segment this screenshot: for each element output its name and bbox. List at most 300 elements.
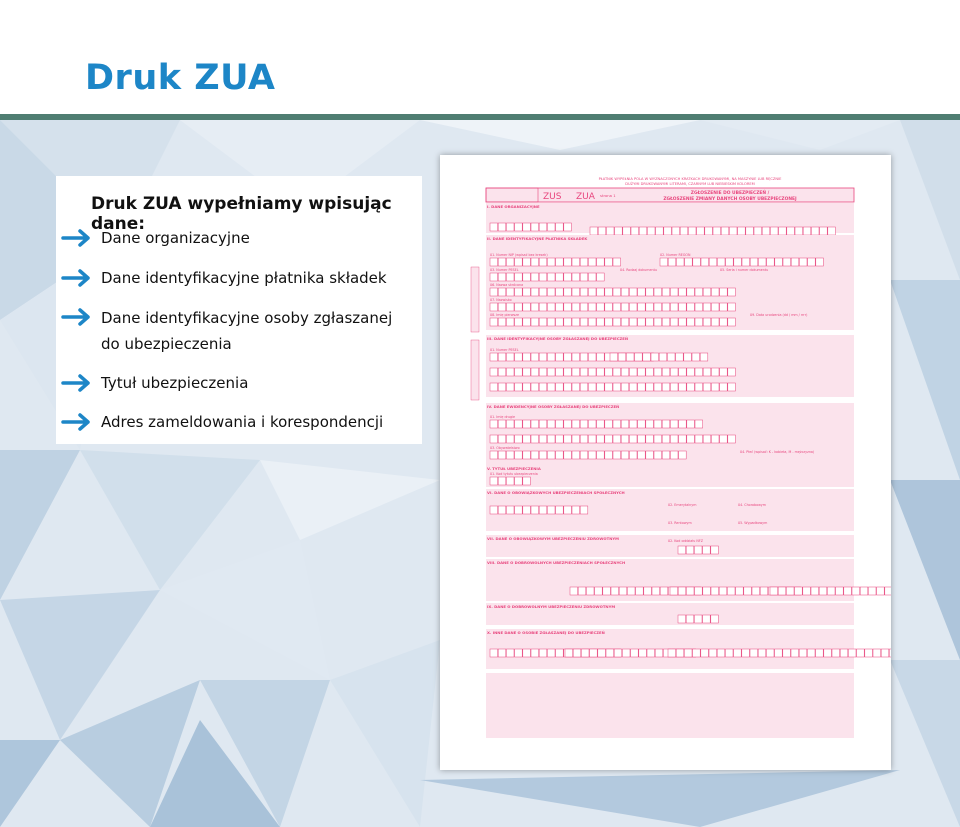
zua-form-document <box>440 155 891 770</box>
form-cell <box>580 303 588 311</box>
form-cell <box>523 451 531 459</box>
form-cell <box>832 649 840 657</box>
form-cell <box>621 303 629 311</box>
form-cell <box>498 303 506 311</box>
form-cell <box>803 227 811 235</box>
form-cell <box>515 288 523 296</box>
form-cell <box>638 383 646 391</box>
form-cell <box>728 435 736 443</box>
form-cell <box>556 303 564 311</box>
form-cell <box>643 353 651 361</box>
form-cell <box>498 477 506 485</box>
form-cell <box>490 288 498 296</box>
form-cell <box>662 451 670 459</box>
form-field-label: 06. Nazwa skrócona <box>490 283 524 287</box>
form-cell <box>506 223 514 231</box>
form-cell <box>580 506 588 514</box>
form-cell <box>621 435 629 443</box>
form-cell <box>605 288 613 296</box>
form-cell <box>703 546 711 554</box>
form-cell <box>498 318 506 326</box>
form-section-label: II. DANE IDENTYFIKACYJNE PŁATNIKA SKŁADEK <box>487 236 588 241</box>
form-cell <box>523 303 531 311</box>
form-cell <box>662 368 670 376</box>
form-cell <box>728 318 736 326</box>
form-cell <box>515 318 523 326</box>
form-cell <box>687 435 695 443</box>
form-cell <box>556 223 564 231</box>
form-cell <box>700 353 708 361</box>
form-cell <box>515 435 523 443</box>
form-cell <box>523 435 531 443</box>
form-cell <box>565 649 573 657</box>
form-cell <box>687 303 695 311</box>
form-cell <box>531 258 539 266</box>
form-cell <box>816 258 824 266</box>
form-cell <box>523 223 531 231</box>
form-cell <box>531 318 539 326</box>
form-cell <box>660 258 668 266</box>
form-field-label: 02. Emerytalnym <box>668 503 697 507</box>
form-cell <box>646 288 654 296</box>
form-cell <box>662 303 670 311</box>
form-cell <box>572 506 580 514</box>
form-cell <box>572 420 580 428</box>
form-field-label: 04. Chorobowym <box>738 503 766 507</box>
form-cell <box>539 303 547 311</box>
form-cell <box>693 649 701 657</box>
form-cell <box>618 353 626 361</box>
form-cell <box>564 435 572 443</box>
form-cell <box>627 587 635 595</box>
form-cell <box>564 420 572 428</box>
form-cell <box>728 303 736 311</box>
form-cell <box>679 383 687 391</box>
form-cell <box>679 288 687 296</box>
form-field-label: 05. Seria i numer dokumentu <box>720 268 769 272</box>
form-cell <box>692 353 700 361</box>
form-cell <box>720 288 728 296</box>
form-cell <box>676 649 684 657</box>
form-cell <box>728 368 736 376</box>
form-cell <box>827 587 835 595</box>
form-cell <box>795 587 803 595</box>
form-cell <box>539 258 547 266</box>
form-cell <box>506 435 514 443</box>
form-field-label: 02. Kod oddziału NFZ <box>668 539 704 543</box>
form-cell <box>803 587 811 595</box>
form-cell <box>531 420 539 428</box>
form-cell <box>629 368 637 376</box>
form-cell <box>619 587 627 595</box>
form-cell <box>697 227 705 235</box>
form-cell <box>684 353 692 361</box>
form-cell <box>799 649 807 657</box>
form-cell <box>498 506 506 514</box>
form-cell <box>613 420 621 428</box>
form-cell <box>590 227 598 235</box>
form-cell <box>676 353 684 361</box>
form-cell <box>597 273 605 281</box>
form-cell <box>646 420 654 428</box>
form-cell <box>679 451 687 459</box>
form-cell <box>734 649 742 657</box>
form-cell <box>613 435 621 443</box>
form-header-note: DUŻYMI DRUKOWANYMI LITERAMI, CZARNYM LUB NIEBIESKIM KOLOREM <box>625 182 755 186</box>
form-cell <box>629 435 637 443</box>
form-cell <box>695 435 703 443</box>
form-cell <box>680 227 688 235</box>
form-cell <box>670 318 678 326</box>
form-cell <box>531 288 539 296</box>
form-cell <box>687 288 695 296</box>
form-field-label: 04. Rodzaj dokumentu <box>620 268 657 272</box>
form-cell <box>613 368 621 376</box>
page-title: Druk ZUA <box>85 58 276 98</box>
info-card <box>56 176 422 444</box>
form-cell <box>654 368 662 376</box>
form-cell <box>490 223 498 231</box>
form-cell <box>606 649 614 657</box>
form-cell <box>877 587 885 595</box>
form-cell <box>626 353 634 361</box>
form-cell <box>498 353 506 361</box>
form-cell <box>654 383 662 391</box>
form-cell <box>660 587 668 595</box>
form-cell <box>580 318 588 326</box>
form-cell <box>717 649 725 657</box>
form-cell <box>498 258 506 266</box>
form-cell <box>621 451 629 459</box>
form-cell <box>498 451 506 459</box>
form-cell <box>720 383 728 391</box>
form-cell <box>659 353 667 361</box>
form-cell <box>667 353 675 361</box>
form-cell <box>539 435 547 443</box>
form-cell <box>564 383 572 391</box>
form-cell <box>629 303 637 311</box>
form-cell <box>638 303 646 311</box>
form-cell <box>598 227 606 235</box>
form-cell <box>711 615 719 623</box>
form-cell <box>605 318 613 326</box>
arrow-right-icon <box>61 373 93 393</box>
form-cell <box>547 353 555 361</box>
form-cell <box>631 649 639 657</box>
form-cell <box>564 318 572 326</box>
form-cell <box>654 288 662 296</box>
form-cell <box>816 649 824 657</box>
form-side-strip <box>471 340 479 400</box>
form-cell <box>556 288 564 296</box>
form-cell <box>490 477 498 485</box>
form-cell <box>490 420 498 428</box>
form-cell <box>775 258 783 266</box>
form-cell <box>701 258 709 266</box>
form-cell <box>703 368 711 376</box>
form-cell <box>651 353 659 361</box>
form-cell <box>670 383 678 391</box>
form-cell <box>711 318 719 326</box>
form-cell <box>588 383 596 391</box>
form-cell <box>498 273 506 281</box>
form-cell <box>701 649 709 657</box>
form-cell <box>695 303 703 311</box>
form-cell <box>811 587 819 595</box>
form-cell <box>490 368 498 376</box>
form-cell <box>766 649 774 657</box>
form-cell <box>547 451 555 459</box>
form-cell <box>836 587 844 595</box>
form-cell <box>506 288 514 296</box>
form-cell <box>506 506 514 514</box>
form-cell <box>547 435 555 443</box>
form-cell <box>580 273 588 281</box>
form-cell <box>694 615 702 623</box>
form-cell <box>676 258 684 266</box>
form-cell <box>725 649 733 657</box>
form-cell <box>638 451 646 459</box>
form-cell <box>506 273 514 281</box>
form-cell <box>623 227 631 235</box>
form-cell <box>595 587 603 595</box>
form-cell <box>605 435 613 443</box>
list-item-text: Adres zameldowania i korespondencji <box>101 413 384 431</box>
form-cell <box>515 420 523 428</box>
form-cell <box>746 227 754 235</box>
form-cell <box>621 383 629 391</box>
form-cell <box>613 258 621 266</box>
form-cell <box>539 420 547 428</box>
form-cell <box>490 303 498 311</box>
form-cell <box>742 649 750 657</box>
form-cell <box>531 303 539 311</box>
form-cell <box>547 258 555 266</box>
form-cell <box>580 368 588 376</box>
form-cell <box>703 587 711 595</box>
form-cell <box>629 383 637 391</box>
form-cell <box>703 288 711 296</box>
form-cell <box>621 318 629 326</box>
form-cell <box>885 587 891 595</box>
form-cell <box>613 318 621 326</box>
form-cell <box>729 227 737 235</box>
form-cell <box>711 435 719 443</box>
form-cell <box>605 383 613 391</box>
form-cell <box>638 288 646 296</box>
form-cell <box>711 303 719 311</box>
form-cell <box>670 288 678 296</box>
form-cell <box>654 318 662 326</box>
form-cell <box>638 420 646 428</box>
form-cell <box>652 587 660 595</box>
form-cell <box>598 649 606 657</box>
form-cell <box>605 451 613 459</box>
form-cell <box>819 587 827 595</box>
form-cell <box>687 368 695 376</box>
form-cell <box>679 303 687 311</box>
arrow-right-icon <box>61 412 93 432</box>
form-field-label: 01. Kod tytułu ubezpieczenia <box>490 472 538 476</box>
form-title: ZGŁOSZENIE DO UBEZPIECZEŃ / <box>690 191 770 196</box>
form-cell <box>506 383 514 391</box>
form-cell <box>515 506 523 514</box>
form-cell <box>631 227 639 235</box>
form-cell <box>531 506 539 514</box>
form-cell <box>727 587 735 595</box>
form-cell <box>646 383 654 391</box>
form-cell <box>662 318 670 326</box>
form-cell <box>694 546 702 554</box>
form-cell <box>726 258 734 266</box>
form-cell <box>580 451 588 459</box>
form-cell <box>750 649 758 657</box>
form-cell <box>610 353 618 361</box>
form-section-label: IV. DANE EWIDENCYJNE OSOBY ZGŁASZANEJ DO UBEZPIECZEŃ <box>487 404 620 409</box>
form-field-label: 01. Numer NIP (wpisać bez kresek) <box>490 253 548 257</box>
form-section-label: X. INNE DANE O OSOBIE ZGŁASZANEJ DO UBEZPIECZEŃ <box>487 630 605 635</box>
form-cell <box>734 258 742 266</box>
header-band <box>0 0 960 114</box>
form-cell <box>564 223 572 231</box>
form-cell <box>506 451 514 459</box>
form-cell <box>848 649 856 657</box>
form-header-note: PŁATNIK WYPEŁNIA POLA W WYZNACZONYCH KRATKACH DRUKOWANYMI, NA MASZYNIE LUB RĘCZNIE <box>598 177 782 181</box>
form-cell <box>498 420 506 428</box>
form-cell <box>779 227 787 235</box>
form-section-label: VI. DANE O OBOWIĄZKOWYCH UBEZPIECZENIACH SPOŁECZNYCH <box>487 490 625 495</box>
form-cell <box>709 258 717 266</box>
form-cell <box>564 303 572 311</box>
form-cell <box>654 420 662 428</box>
form-cell <box>506 318 514 326</box>
form-section-label: V. TYTUŁ UBEZPIECZENIA <box>487 466 541 471</box>
form-field-label: 01. Numer PESEL <box>490 348 519 352</box>
form-cell <box>775 649 783 657</box>
form-cell <box>703 435 711 443</box>
form-cell <box>686 615 694 623</box>
form-field-label: 01. Imię drugie <box>490 415 516 419</box>
form-cell <box>531 451 539 459</box>
form-cell <box>523 649 531 657</box>
form-cell <box>572 273 580 281</box>
form-cell <box>580 383 588 391</box>
form-cell <box>490 353 498 361</box>
form-cell <box>597 420 605 428</box>
form-cell <box>605 368 613 376</box>
form-cell <box>695 318 703 326</box>
form-cell <box>539 318 547 326</box>
form-cell <box>615 227 623 235</box>
form-cell <box>597 318 605 326</box>
form-cell <box>523 506 531 514</box>
form-cell <box>590 649 598 657</box>
form-cell <box>811 227 819 235</box>
form-cell <box>685 258 693 266</box>
form-cell <box>523 353 531 361</box>
form-cell <box>581 649 589 657</box>
form-field-label: 03. Numer PESEL <box>490 268 519 272</box>
form-cell <box>679 318 687 326</box>
form-cell <box>515 353 523 361</box>
form-cell <box>717 258 725 266</box>
form-cell <box>588 273 596 281</box>
form-cell <box>580 258 588 266</box>
form-cell <box>750 258 758 266</box>
form-cell <box>597 288 605 296</box>
form-section <box>486 465 854 487</box>
form-cell <box>786 587 794 595</box>
form-cell <box>547 368 555 376</box>
form-cell <box>506 649 514 657</box>
form-cell <box>621 420 629 428</box>
form-cell <box>686 546 694 554</box>
form-cell <box>597 258 605 266</box>
form-cell <box>572 258 580 266</box>
form-cell <box>523 368 531 376</box>
form-cell <box>523 258 531 266</box>
form-cell <box>865 649 873 657</box>
form-cell <box>539 506 547 514</box>
form-cell <box>721 227 729 235</box>
form-cell <box>703 303 711 311</box>
form-cell <box>711 383 719 391</box>
form-cell <box>588 353 596 361</box>
form-cell <box>547 506 555 514</box>
form-cell <box>597 451 605 459</box>
form-cell <box>613 451 621 459</box>
form-cell <box>580 435 588 443</box>
form-cell <box>523 383 531 391</box>
form-cell <box>556 451 564 459</box>
form-cell <box>523 477 531 485</box>
form-field-label: 03. Rentowym <box>668 521 692 525</box>
form-cell <box>844 587 852 595</box>
form-cell <box>654 451 662 459</box>
form-cell <box>523 420 531 428</box>
form-cell <box>791 258 799 266</box>
form-cell <box>654 303 662 311</box>
form-cell <box>868 587 876 595</box>
form-cell <box>539 649 547 657</box>
form-cell <box>506 477 514 485</box>
form-cell <box>564 258 572 266</box>
form-cell <box>860 587 868 595</box>
form-cell <box>547 649 555 657</box>
form-cell <box>531 223 539 231</box>
list-item-text: Dane identyfikacyjne płatnika składek <box>101 269 387 287</box>
form-section-label: I. DANE ORGANIZACYJNE <box>487 204 540 209</box>
form-cell <box>799 258 807 266</box>
form-cell <box>695 383 703 391</box>
form-cell <box>795 227 803 235</box>
form-cell <box>547 318 555 326</box>
form-cell <box>572 353 580 361</box>
form-cell <box>711 368 719 376</box>
form-cell <box>711 288 719 296</box>
form-cell <box>687 383 695 391</box>
form-cell <box>670 420 678 428</box>
form-cell <box>572 435 580 443</box>
form-cell <box>703 383 711 391</box>
form-cell <box>564 353 572 361</box>
form-cell <box>647 649 655 657</box>
strona-label: strona 1 <box>600 193 616 198</box>
form-cell <box>490 383 498 391</box>
form-cell <box>597 368 605 376</box>
form-cell <box>695 288 703 296</box>
arrow-right-icon <box>61 268 93 288</box>
